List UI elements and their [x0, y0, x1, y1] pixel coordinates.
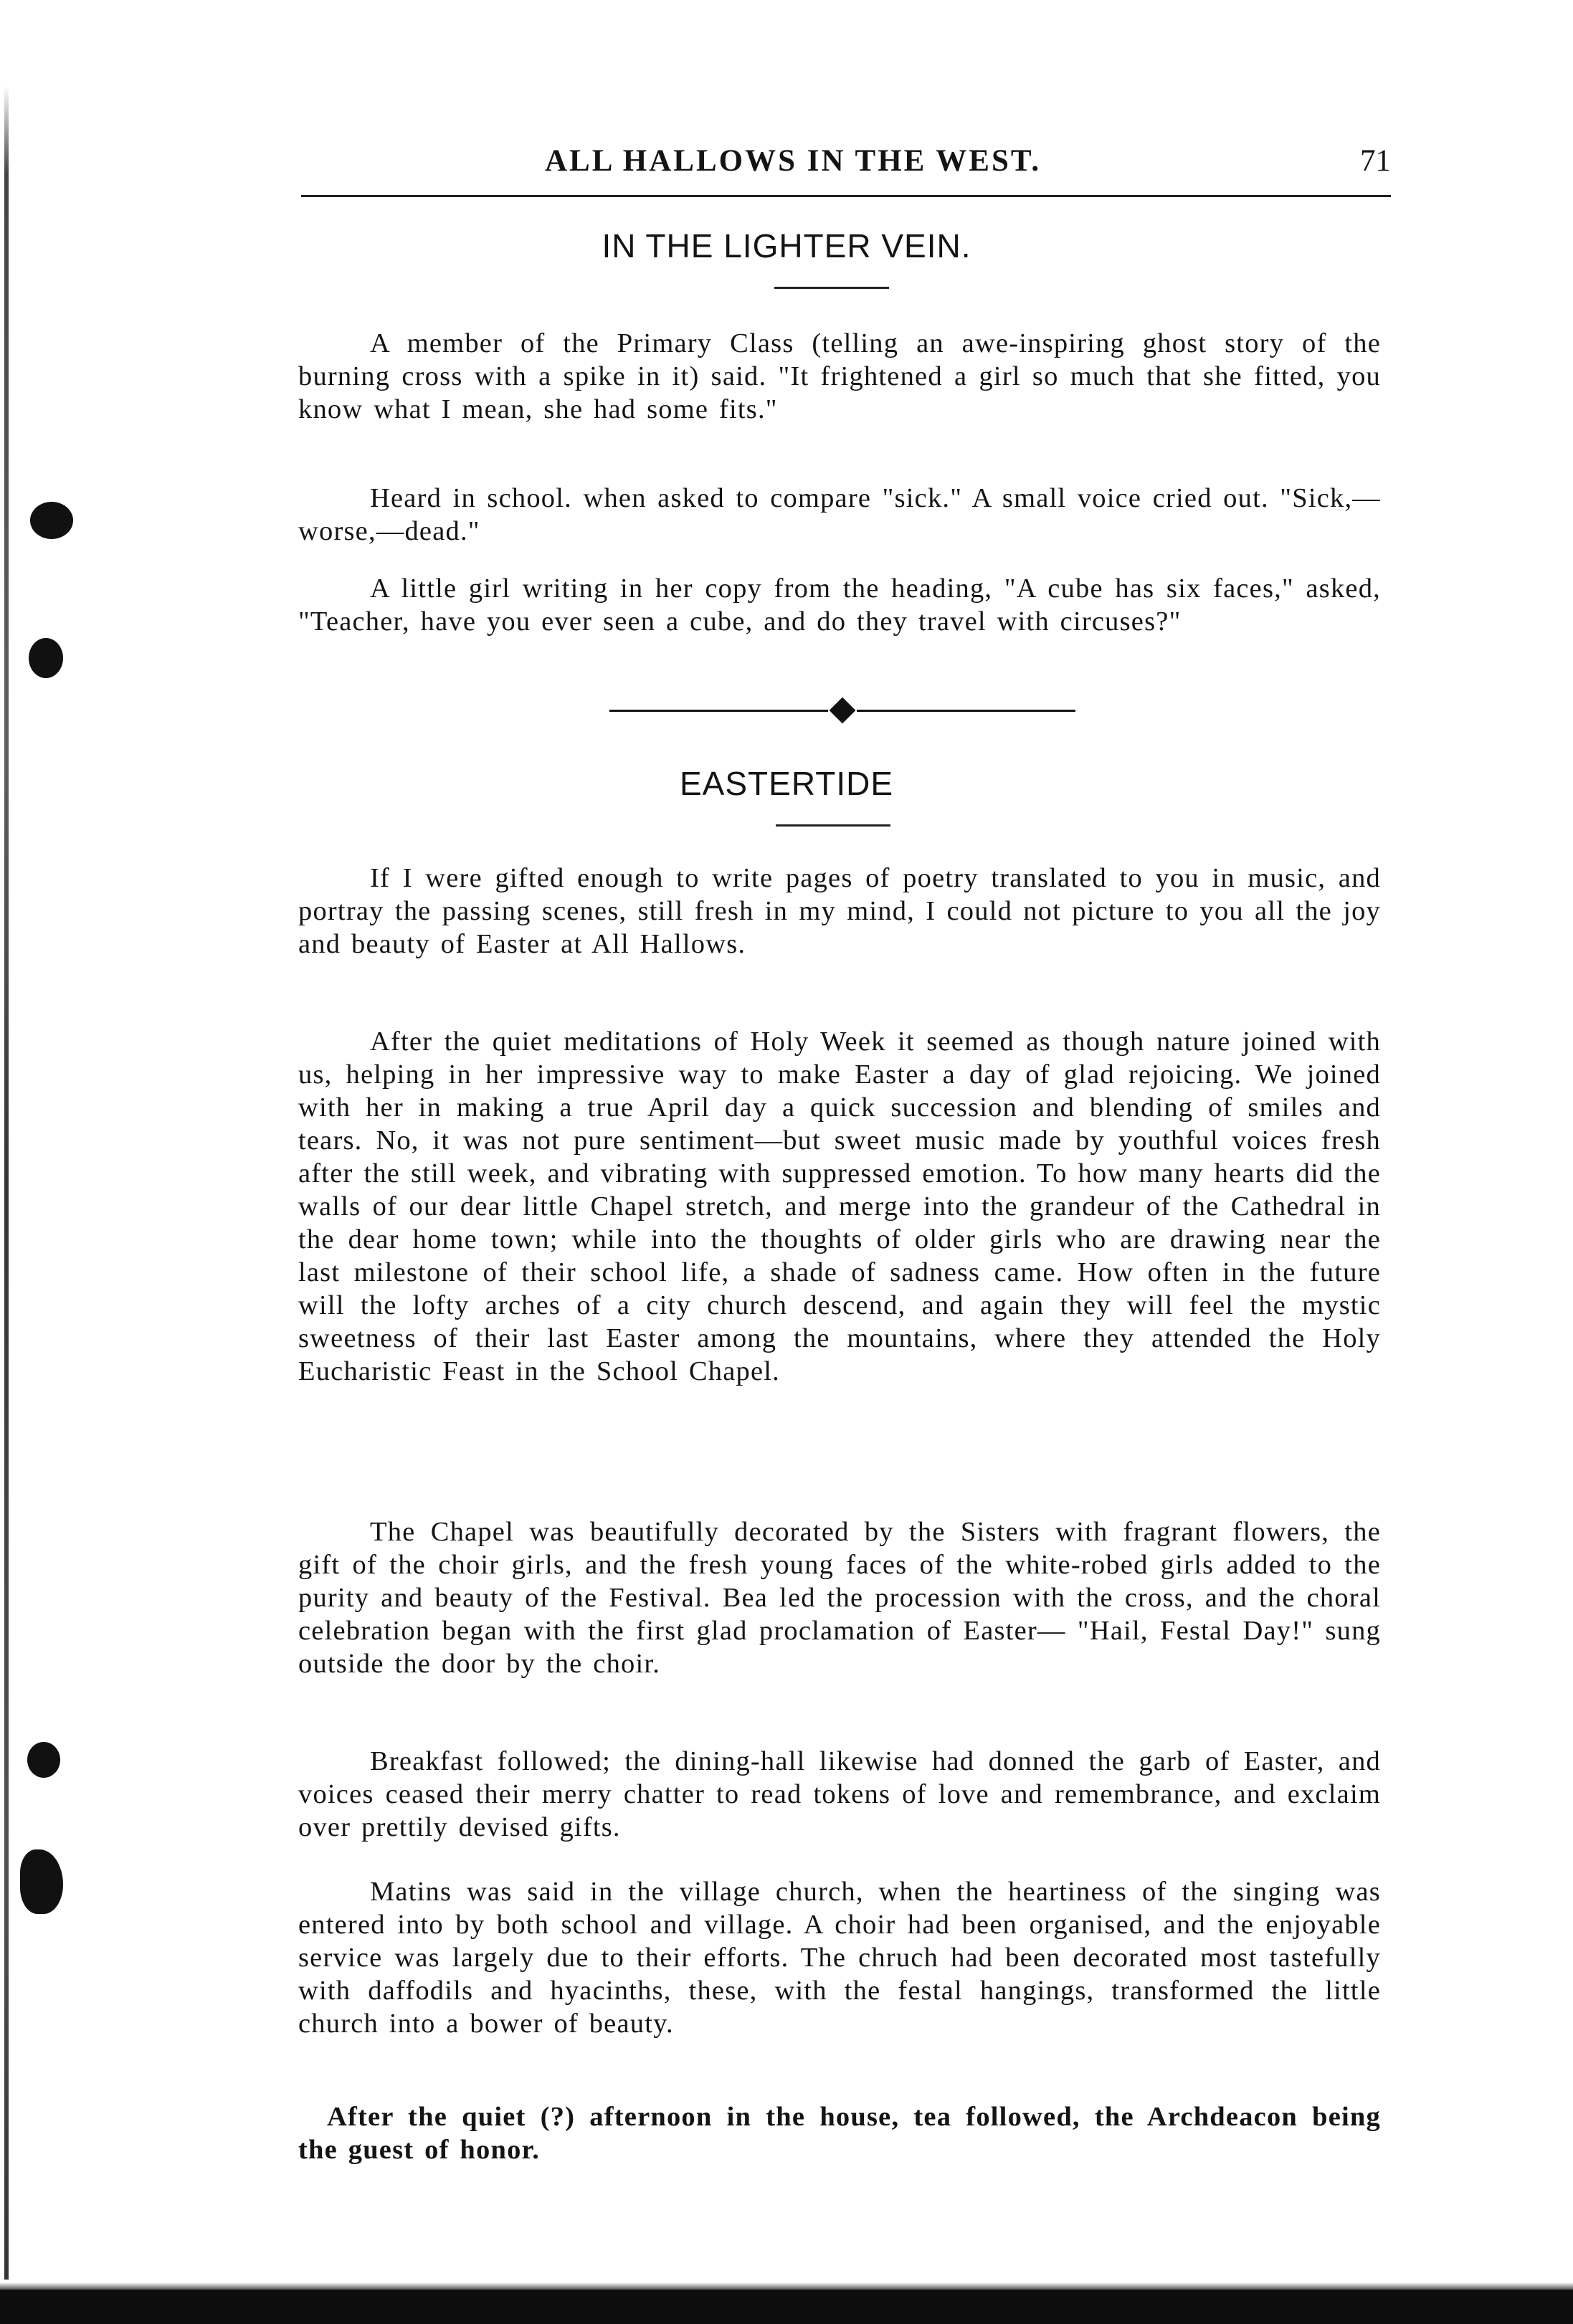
paragraph: The Chapel was beautifully decorated by the Sisters with fragrant flowers, the gift of the choir girls, and the fresh young faces of the white-robed girls added to the purity and beauty of the Festival. Bea led the procession with the cross, and the choral celebration began with the first glad proclamation of Easter— "Hail, Festal Day!" sung outside the door by the choir. [298, 1517, 1381, 1679]
header-rule [301, 195, 1391, 197]
divider-line-left [609, 710, 828, 712]
section-title-rule [774, 287, 889, 289]
paragraph: Matins was said in the village church, when the heartiness of the singing was entered into by both school and village. A choir had been organised, and the enjoyable service was largely due to their efforts. The chruch had been decorated most tastefully with daffodils and hyacinths, these, with the festal hangings, transformed the little church into a bower of beauty. [298, 1877, 1381, 2039]
section-title-lighter-vein: IN THE LIGHTER VEIN. [602, 227, 971, 265]
section-title-eastertide: EASTERTIDE [680, 765, 893, 802]
scan-blot [30, 502, 73, 539]
running-title: ALL HALLOWS IN THE WEST. [545, 144, 1042, 178]
page-number: 71 [1360, 144, 1391, 178]
scan-left-edge [4, 86, 9, 2280]
paragraph: A little girl writing in her copy from the heading, "A cube has six faces," asked, "Teacher, have you ever seen a cube, and do they travel with circuses?" [298, 573, 1381, 637]
scan-bottom-shadow [0, 2282, 1573, 2290]
ornamental-divider [609, 700, 1075, 721]
scan-bottom-edge [0, 2290, 1573, 2324]
running-head [301, 143, 1391, 186]
paragraph: After the quiet (?) afternoon in the house, tea followed, the Archdeacon being the guest of honor. [298, 2102, 1381, 2165]
scan-blot [27, 1742, 60, 1778]
paragraph: Heard in school. when asked to compare "sick." A small voice cried out. "Sick,—worse,—dead." [298, 483, 1381, 546]
paragraph: After the quiet meditations of Holy Week it seemed as though nature joined with us, helping in her impressive way to make Easter a day of glad rejoicing. We joined with her in making a true April day a quick succession and blending of smiles and tears. No, it was not pure sentiment—but sweet music made by youthful voices fresh after the still week, and vibrating with suppressed emotion. To how many hearts did the walls of our dear little Chapel stretch, and merge into the grandeur of the Cathedral in the dear home town; while into the thoughts of older girls who are drawing near the last milestone of their school life, a shade of sadness came. How often in the future will the lofty arches of a city church descend, and again they will feel the mystic sweetness of their last Easter among the mountains, where they attended the Holy Eucharistic Feast in the School Chapel. [298, 1027, 1381, 1386]
diamond-ornament-icon [830, 697, 856, 724]
divider-line-right [857, 710, 1075, 712]
scan-blot [20, 1849, 63, 1914]
paragraph: If I were gifted enough to write pages of poetry translated to you in music, and portray the passing scenes, still fresh in my mind, I could not picture to you all the joy and beauty of Easter at All Hallows. [298, 863, 1381, 959]
scan-blot [29, 638, 63, 678]
section-title-rule [776, 824, 890, 827]
paragraph: A member of the Primary Class (telling an awe-inspiring ghost story of the burning cross with a spike in it) said. "It frightened a girl so much that she fitted, you know what I mean, she had some fits." [298, 328, 1381, 424]
paragraph: Breakfast followed; the dining-hall likewise had donned the garb of Easter, and voices ceased their merry chatter to read tokens of love and remembrance, and exclaim over prettily devised gifts. [298, 1746, 1381, 1842]
